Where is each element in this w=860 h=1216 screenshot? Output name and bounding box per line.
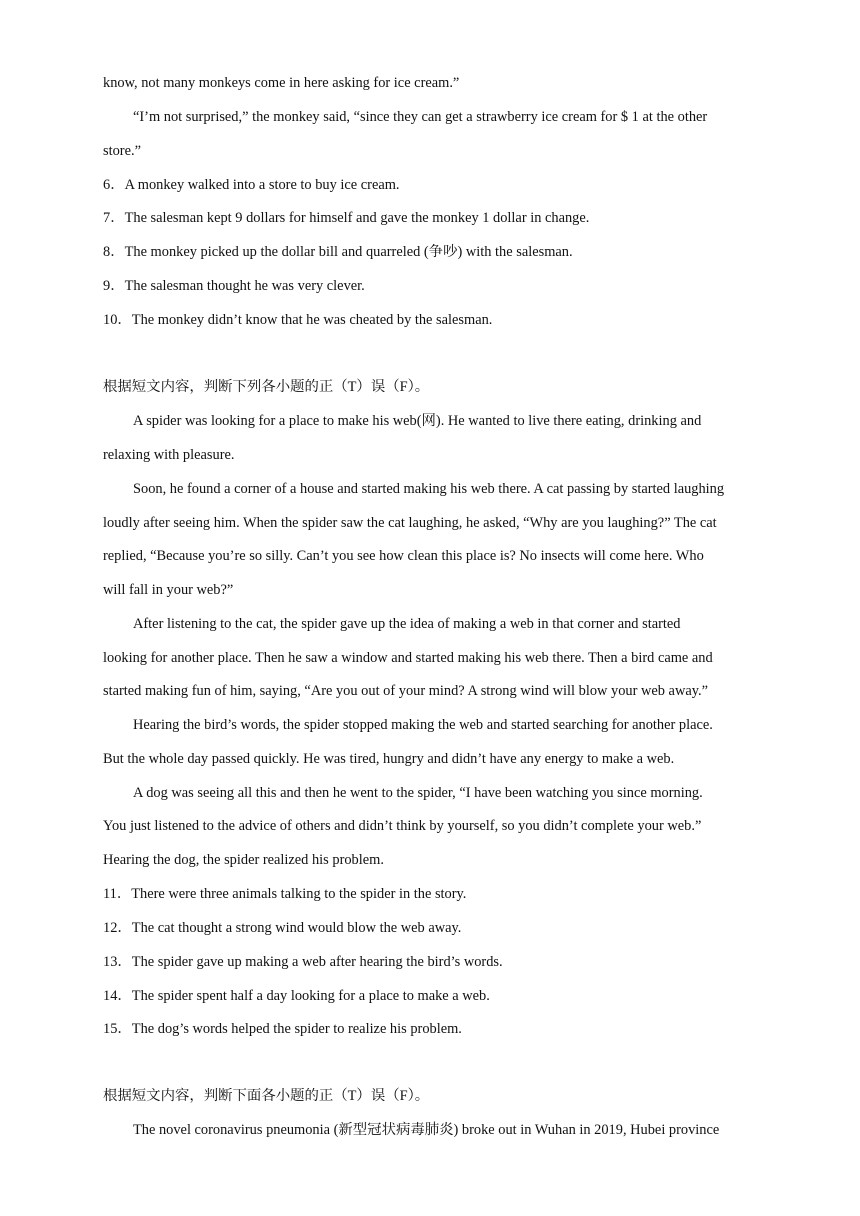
story1-line-2: “I’m not surprised,” the monkey said, “since they can get a strawberry ice cream for $ 1 at the other (133, 109, 708, 125)
question-10: 10．The monkey didn’t know that he was cheated by the salesman. (103, 312, 493, 328)
question-6: 6．A monkey walked into a store to buy ice cream. (103, 177, 400, 193)
story1-line-3: store.” (103, 143, 141, 159)
question-12: 12．The cat thought a strong wind would blow the web away. (103, 920, 462, 936)
question-8: 8．The monkey picked up the dollar bill and quarreled (争吵) with the salesman. (103, 244, 573, 260)
question-11: 11．There were three animals talking to the spider in the story. (103, 886, 467, 902)
section2-line-8: looking for another place. Then he saw a window and started making his web there. Then a bird came and (103, 650, 713, 666)
story1-line-1: know, not many monkeys come in here asking for ice cream.” (103, 75, 460, 91)
question-14: 14．The spider spent half a day looking for a place to make a web. (103, 988, 490, 1004)
section3-instruction: 根据短文内容，判断下面各小题的正（T）误（F）。 (103, 1088, 430, 1104)
section2-instruction: 根据短文内容，判断下列各小题的正（T）误（F）。 (103, 379, 430, 395)
section2-line-5: replied, “Because you’re so silly. Can’t you see how clean this place is? No insects will come here. Who (103, 548, 704, 564)
question-13: 13．The spider gave up making a web after hearing the bird’s words. (103, 954, 503, 970)
question-7: 7．The salesman kept 9 dollars for himself and gave the monkey 1 dollar in change. (103, 210, 590, 226)
section2-line-7: After listening to the cat, the spider gave up the idea of making a web in that corner and started (133, 616, 681, 632)
section2-line-2: relaxing with pleasure. (103, 447, 235, 463)
section2-line-10: Hearing the bird’s words, the spider stopped making the web and started searching for another place. (133, 717, 713, 733)
section2-line-6: will fall in your web?” (103, 582, 234, 598)
question-9: 9．The salesman thought he was very clever. (103, 278, 365, 294)
section2-line-13: You just listened to the advice of others and didn’t think by yourself, so you didn’t complete your web.” (103, 818, 702, 834)
section2-line-9: started making fun of him, saying, “Are you out of your mind? A strong wind will blow your web away.” (103, 683, 708, 699)
section2-line-11: But the whole day passed quickly. He was tired, hungry and didn’t have any energy to make a web. (103, 751, 675, 767)
section2-line-3: Soon, he found a corner of a house and started making his web there. A cat passing by started laughing (133, 481, 725, 497)
section2-line-4: loudly after seeing him. When the spider saw the cat laughing, he asked, “Why are you laughing?” The cat (103, 515, 717, 531)
section2-line-14: Hearing the dog, the spider realized his problem. (103, 852, 384, 868)
question-15: 15．The dog’s words helped the spider to realize his problem. (103, 1021, 462, 1037)
section3-line-1: The novel coronavirus pneumonia (新型冠状病毒肺炎) broke out in Wuhan in 2019, Hubei province (133, 1122, 720, 1138)
section2-line-1: A spider was looking for a place to make his web(网). He wanted to live there eating, drinking and (133, 413, 702, 429)
section2-line-12: A dog was seeing all this and then he went to the spider, “I have been watching you since morning. (133, 785, 703, 801)
